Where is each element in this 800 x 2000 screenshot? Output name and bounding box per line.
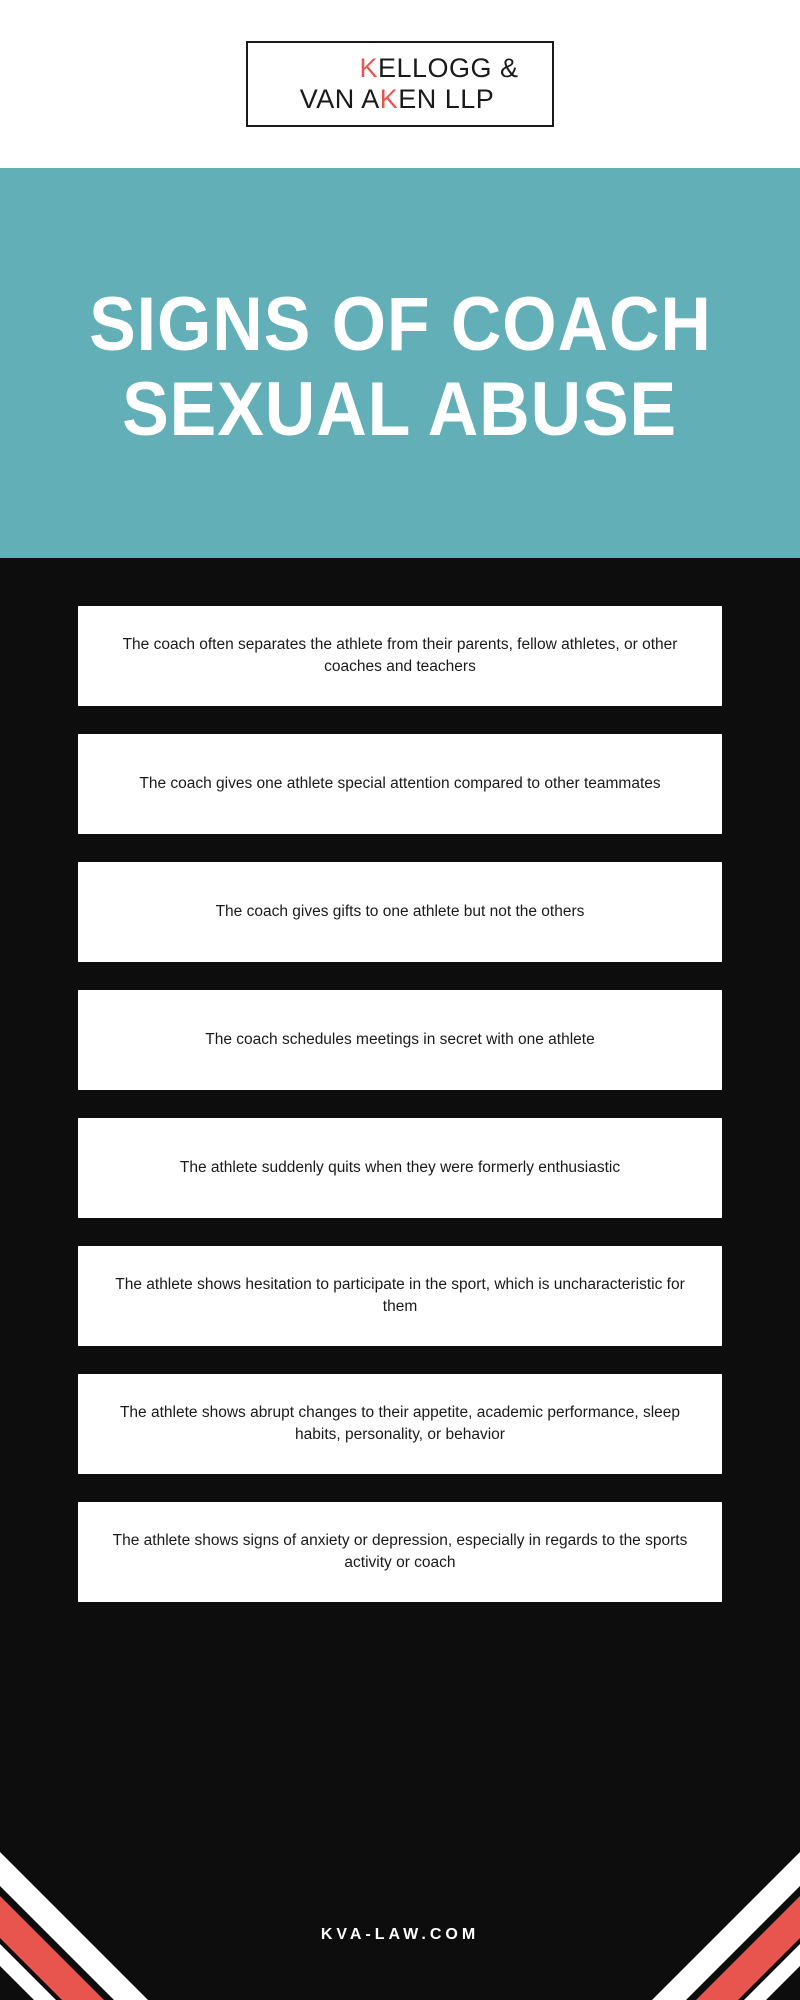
logo-accent-k-top: K <box>359 52 378 83</box>
stripe-right-red <box>696 1896 800 2000</box>
logo-line-2 <box>300 84 501 115</box>
logo-line-1 <box>281 53 518 84</box>
list-item-text: The coach gives gifts to one athlete but not the others <box>215 902 585 920</box>
title-band <box>0 168 800 558</box>
list-item <box>78 1246 722 1346</box>
list-item-text: The coach often separates the athlete from their parents, fellow athletes, or other coaches and teachers <box>122 635 678 675</box>
footer-website-url[interactable]: KVA-LAW.COM <box>320 1926 480 1943</box>
list-item-text: The athlete suddenly quits when they were formerly enthusiastic <box>179 1158 621 1176</box>
logo-line-1-text: ELLOGG & <box>377 52 519 83</box>
stripe-right-white-inner <box>744 1944 800 2000</box>
stripe-left-red <box>0 1896 104 2000</box>
logo-line-2-pre: VAN A <box>299 84 380 114</box>
logo-accent-k-bottom: K <box>379 84 399 114</box>
list-item <box>78 990 722 1090</box>
list-item-text: The coach gives one athlete special attention compared to other teammates <box>139 774 661 792</box>
logo-line-2-post: EN LLP <box>398 84 495 114</box>
page-title-line-2: SEXUAL ABUSE <box>122 367 678 452</box>
page-title-line-1: SIGNS OF COACH <box>88 281 712 367</box>
list-item <box>78 606 722 706</box>
logo-band <box>0 0 800 168</box>
logo-box <box>246 41 554 127</box>
list-item-text: The athlete shows hesitation to participate in the sport, which is uncharacteristic for them <box>115 1275 685 1315</box>
stripe-left-white-inner <box>0 1944 56 2000</box>
signs-card-list <box>0 606 800 1602</box>
signs-list-section <box>0 558 800 2000</box>
list-item <box>78 734 722 834</box>
list-item <box>78 1118 722 1218</box>
list-item-text: The athlete shows abrupt changes to their appetite, academic performance, sleep habits, personality, or behavior <box>119 1403 681 1443</box>
list-item <box>78 1502 722 1602</box>
list-item <box>78 1374 722 1474</box>
list-item-text: The athlete shows signs of anxiety or depression, especially in regards to the sports activity or coach <box>112 1531 688 1571</box>
list-item-text: The coach schedules meetings in secret with one athlete <box>205 1030 595 1048</box>
list-item <box>78 862 722 962</box>
